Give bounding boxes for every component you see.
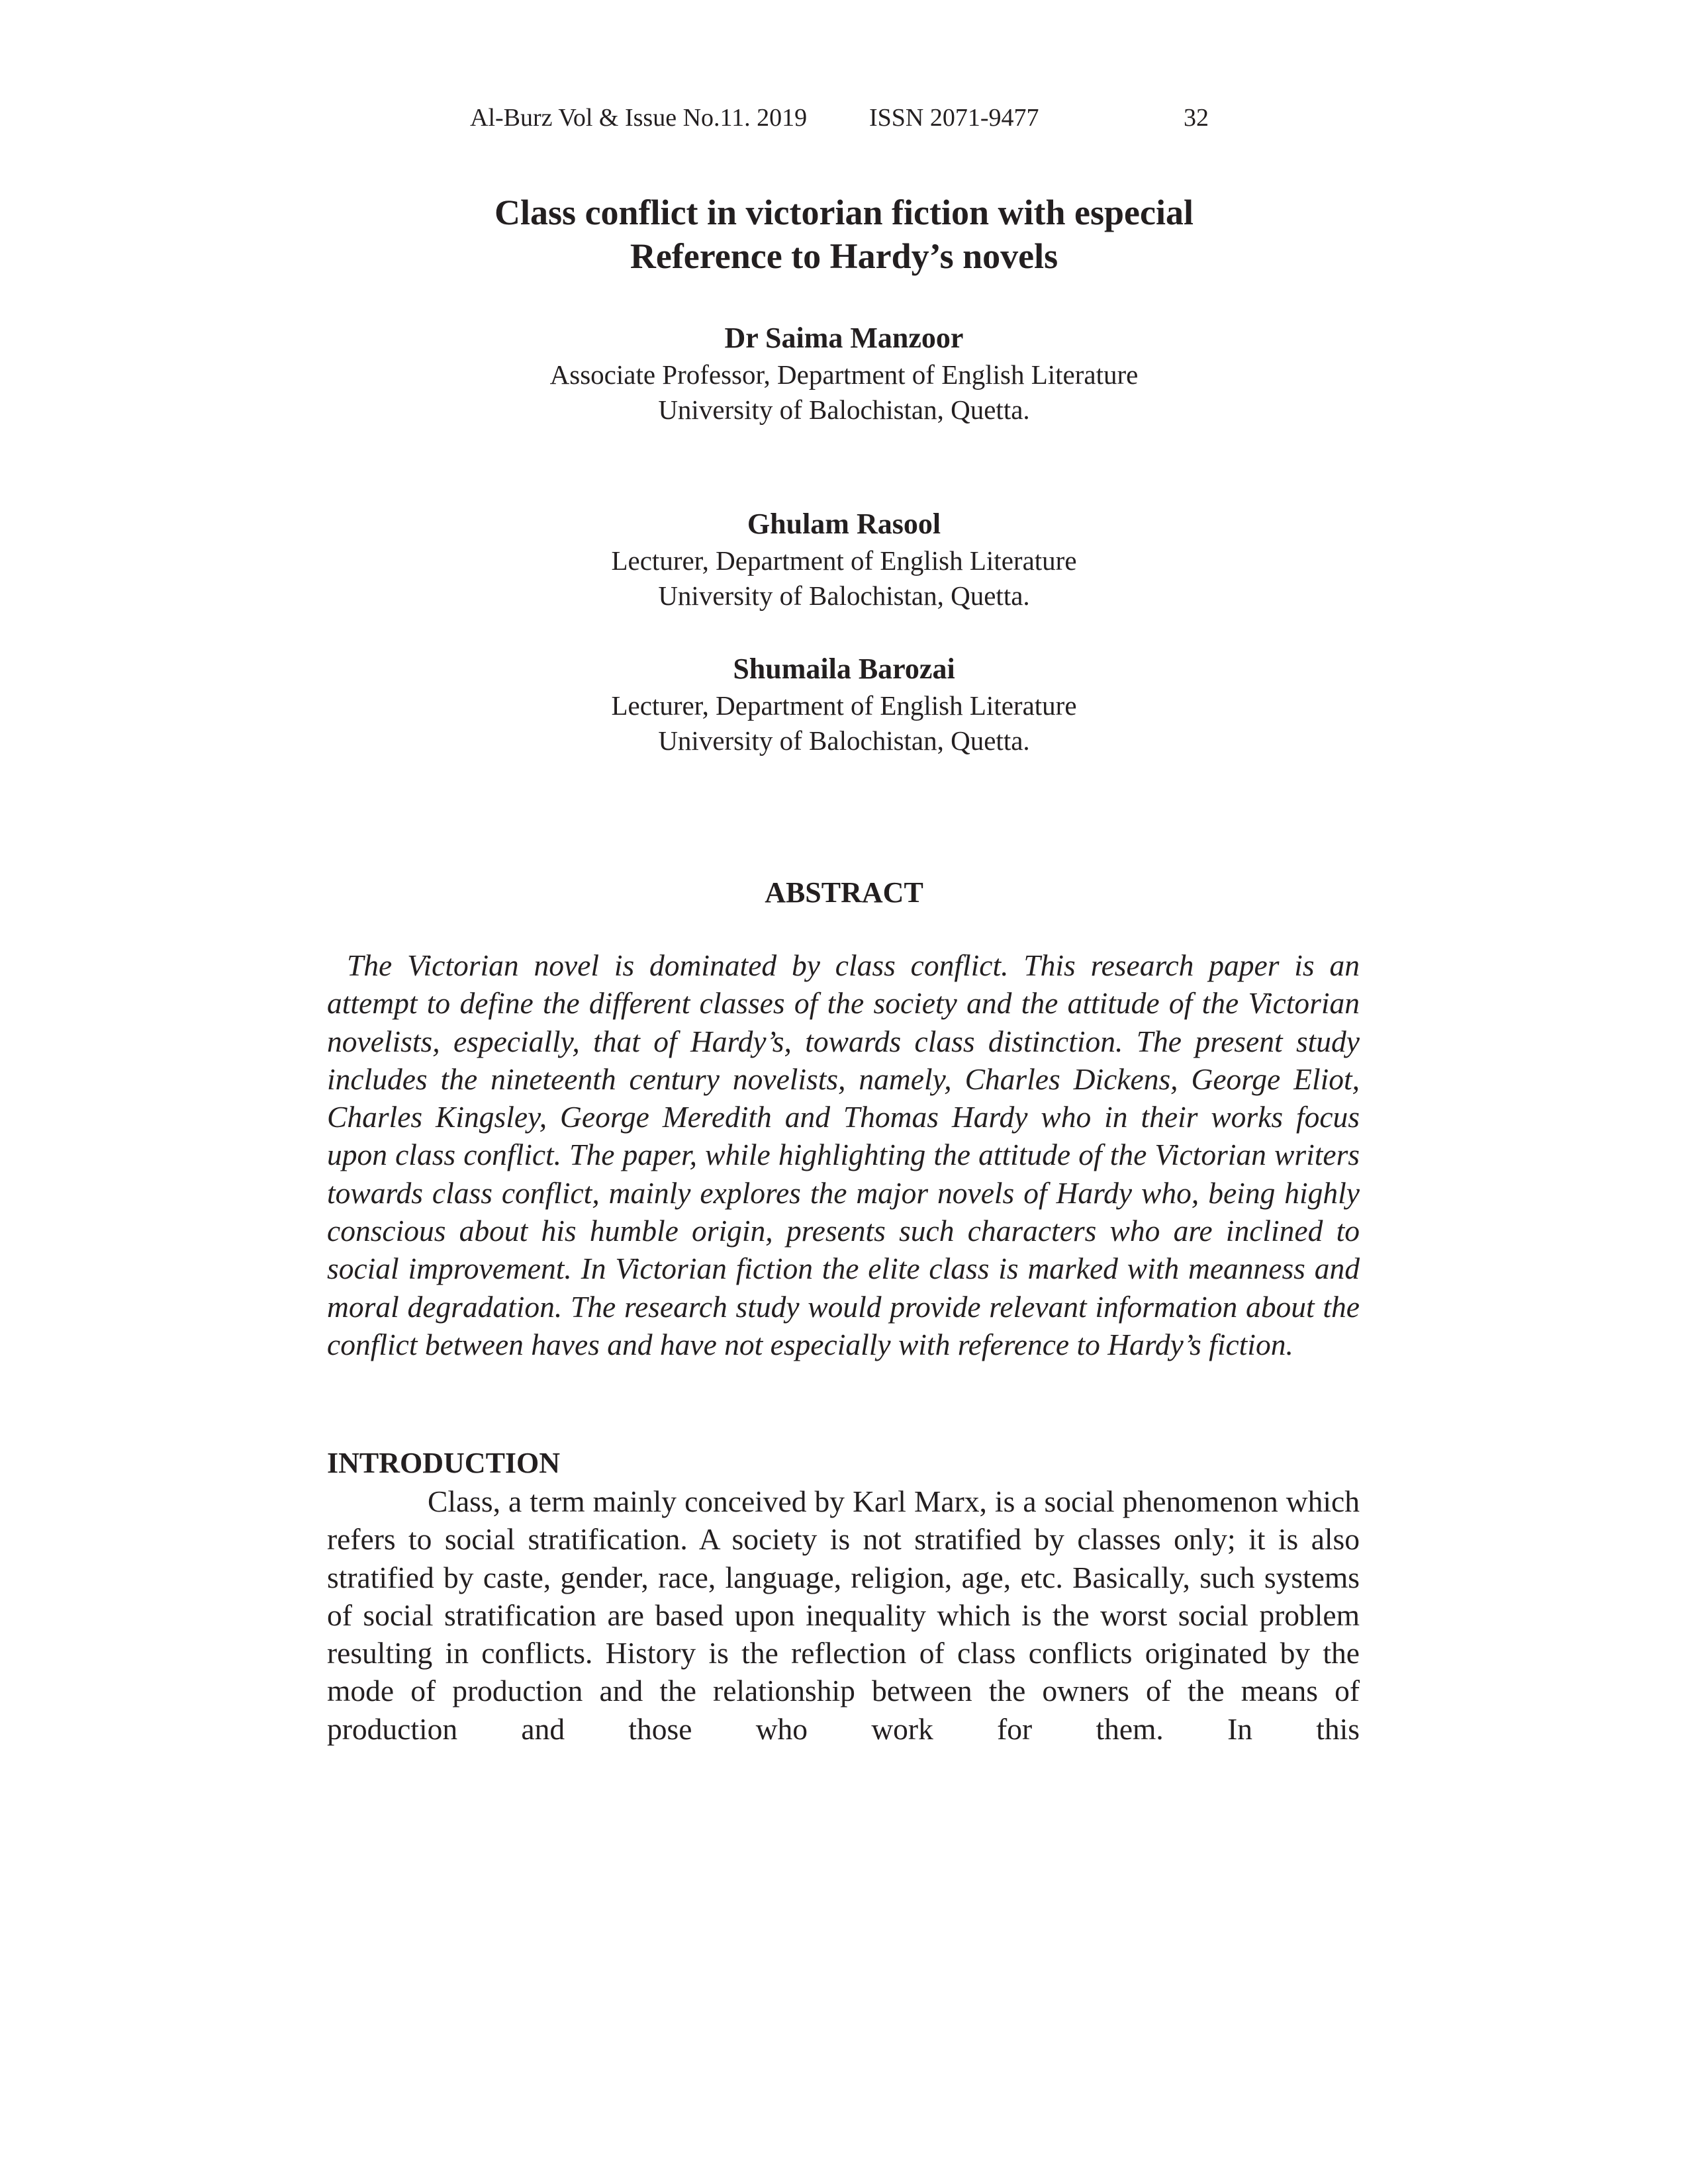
introduction-text: Class, a term mainly conceived by Karl Marx, is a social phenomenon which refers to social stratification. A society is not stratified by classes only; it is also stratified by caste, gender, race, language, religion, age, etc. Basically, such systems of social stratification are based upon inequality which is the worst social problem resulting in conflicts. History is the reflection of class conflicts originated by the mode of production and the relationship between the owners of the means of production and those who work for them. In this xyxy=(327,1484,1360,1746)
abstract-text: The Victorian novel is dominated by class conflict. This research paper is an attempt to define the different classes of the society and the attitude of the Victorian novelists, especially, that of Hardy’s, towards class distinction. The present study includes the nineteenth century novelists, namely, Charles Dickens, George Eliot, Charles Kingsley, George Meredith and Thomas Hardy who in their works focus upon class conflict. The paper, while highlighting the attitude of the Victorian writers towards class conflict, mainly explores the major novels of Hardy who, being highly conscious about his humble origin, presents such characters who are inclined to social improvement. In Victorian fiction the elite class is marked with meanness and moral degradation. The research study would provide relevant information about the conflict between haves and have not especially with reference to Hardy’s fiction. xyxy=(327,948,1360,1361)
introduction-heading: INTRODUCTION xyxy=(327,1447,561,1479)
author-name: Shumaila Barozai xyxy=(733,653,955,685)
running-header xyxy=(0,98,1688,138)
title-line-2: Reference to Hardy’s novels xyxy=(630,236,1058,276)
author-name: Dr Saima Manzoor xyxy=(724,322,964,354)
journal-info: Al-Burz Vol & Issue No.11. 2019 xyxy=(470,104,808,132)
author-position: Lecturer, Department of English Literature xyxy=(611,545,1077,576)
author-affiliation: University of Balochistan, Quetta. xyxy=(658,725,1030,756)
author-position: Lecturer, Department of English Literature xyxy=(611,690,1077,721)
author-affiliation: University of Balochistan, Quetta. xyxy=(658,580,1030,611)
issn: ISSN 2071-9477 xyxy=(869,104,1039,132)
abstract-heading: ABSTRACT xyxy=(765,876,923,909)
author-position: Associate Professor, Department of English Literature xyxy=(549,359,1139,390)
author-block xyxy=(0,650,1688,758)
title-line-1: Class conflict in victorian fiction with especial xyxy=(494,193,1194,232)
paper-title xyxy=(0,191,1688,278)
author-name: Ghulam Rasool xyxy=(747,508,941,540)
author-block xyxy=(0,505,1688,614)
page-number: 32 xyxy=(1184,104,1209,132)
author-block xyxy=(0,319,1688,428)
author-affiliation: University of Balochistan, Quetta. xyxy=(658,394,1030,425)
